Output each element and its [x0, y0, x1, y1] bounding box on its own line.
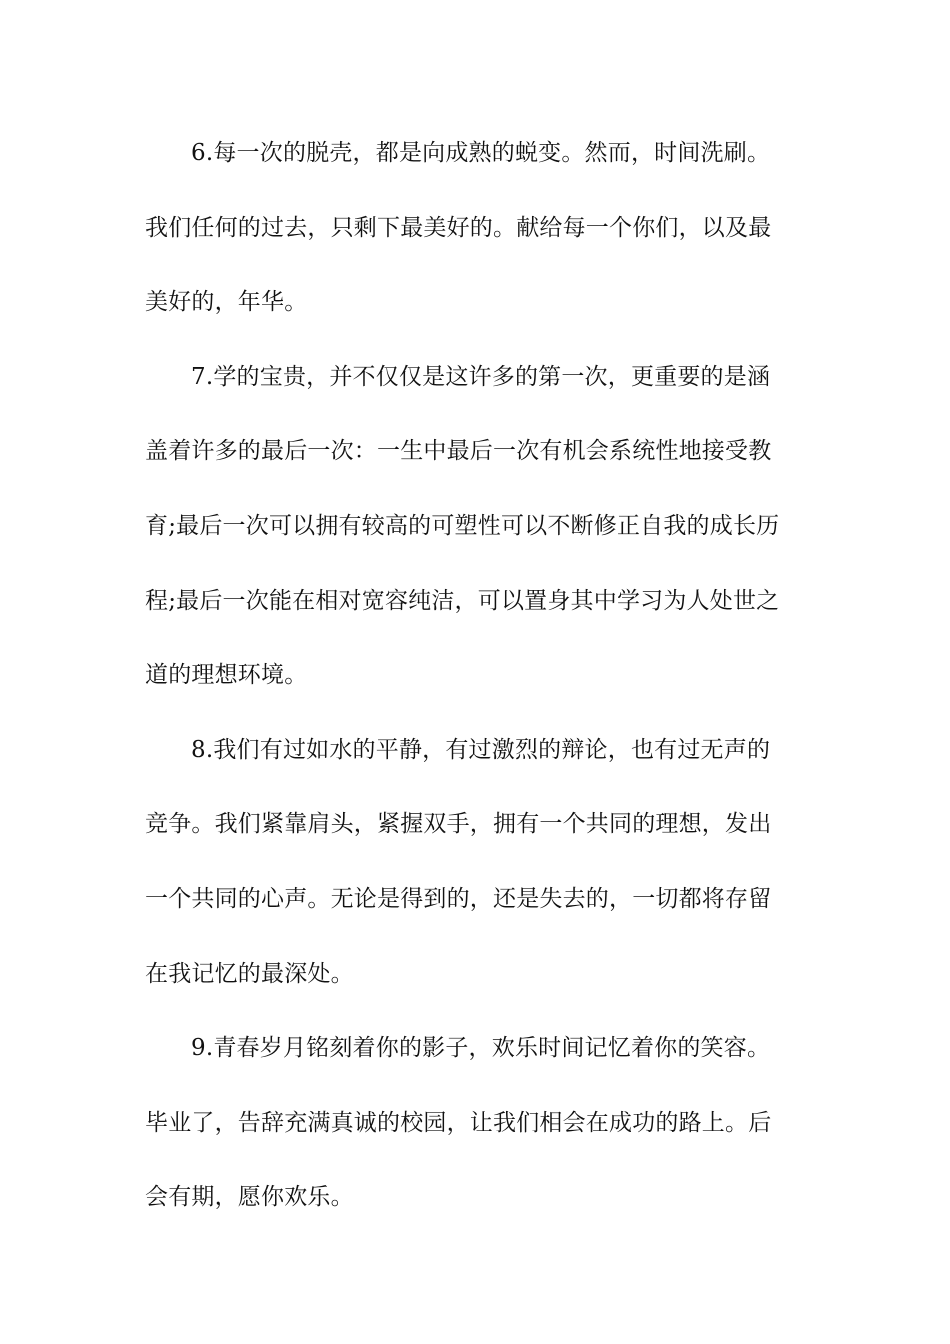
paragraph-9-line-2: 毕业了，告辞充满真诚的校园，让我们相会在成功的路上。后 [145, 1109, 772, 1136]
paragraph-8-line-3: 一个共同的心声。无论是得到的，还是失去的，一切都将存留 [145, 885, 772, 912]
paragraph-7-line-3: 育;最后一次可以拥有较高的可塑性可以不断修正自我的成长历 [145, 512, 780, 539]
paragraph-6-line-3: 美好的，年华。 [145, 289, 308, 316]
document-body [145, 128, 807, 1247]
paragraph-9-line-1: 9.青春岁月铭刻着你的影子，欢乐时间记忆着你的笑容。 [191, 1035, 771, 1062]
paragraph-7-line-2: 盖着许多的最后一次：一生中最后一次有机会系统性地接受教 [145, 438, 772, 465]
paragraph-6-line-1: 6.每一次的脱壳，都是向成熟的蜕变。然而，时间洗刷。 [191, 140, 771, 166]
paragraph-7-line-1: 7.学的宝贵，并不仅仅是这许多的第一次，更重要的是涵 [191, 363, 771, 390]
paragraph-8-line-1: 8.我们有过如水的平静，有过激烈的辩论，也有过无声的 [191, 736, 771, 763]
paragraph-8-line-2: 竞争。我们紧靠肩头，紧握双手，拥有一个共同的理想，发出 [145, 811, 772, 838]
paragraph-7-line-5: 道的理想环境。 [145, 662, 308, 689]
paragraph-9-line-3: 会有期，愿你欢乐。 [145, 1184, 354, 1211]
paragraph-6-line-2: 我们任何的过去，只剩下最美好的。献给每一个你们，以及最 [145, 214, 772, 241]
paragraph-8-line-4: 在我记忆的最深处。 [145, 960, 354, 987]
paragraph-7-line-4: 程;最后一次能在相对宽容纯洁，可以置身其中学习为人处世之 [145, 587, 780, 614]
